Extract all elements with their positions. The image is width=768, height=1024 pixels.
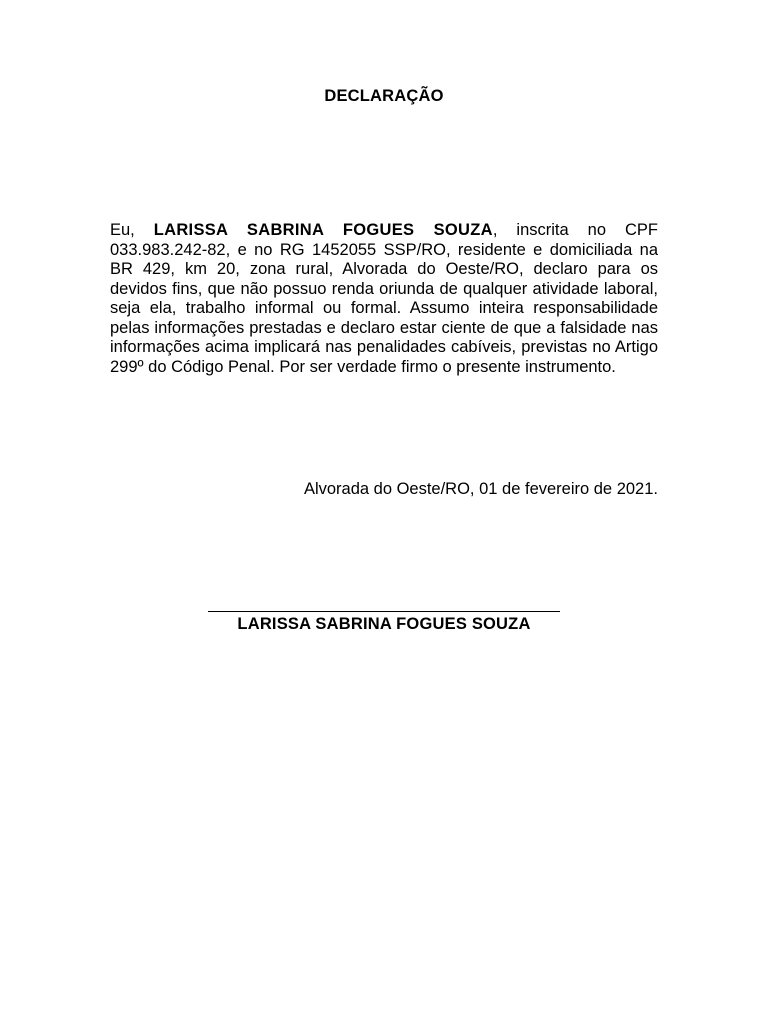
declaration-paragraph — [110, 221, 658, 377]
declaration-intro: Eu, — [110, 221, 154, 239]
document-title: DECLARAÇÃO — [324, 87, 444, 105]
signatory-name: LARISSA SABRINA FOGUES SOUZA — [237, 615, 531, 633]
place-and-date: Alvorada do Oeste/RO, 01 de fevereiro de 2021. — [303, 480, 658, 498]
signature-line — [208, 611, 560, 612]
declaration-text: , inscrita no CPF 033.983.242-82, e no RG 1452055 SSP/RO, residente e domiciliada na BR 429, km 20, zona rural, Alvorada do Oeste/RO, declaro para os devidos fins, que não possuo renda oriunda de qualquer atividade laboral, seja ela, trabalho informal ou formal. Assumo inteira responsabilidade pelas informações prestadas e declaro estar ciente de que a falsidade nas informações acima implicará nas penalidades cabíveis, previstas no Artigo 299º do Código Penal. Por ser verdade firmo o presente instrumento. — [110, 221, 658, 376]
declarant-name: LARISSA SABRINA FOGUES SOUZA — [153, 221, 493, 239]
